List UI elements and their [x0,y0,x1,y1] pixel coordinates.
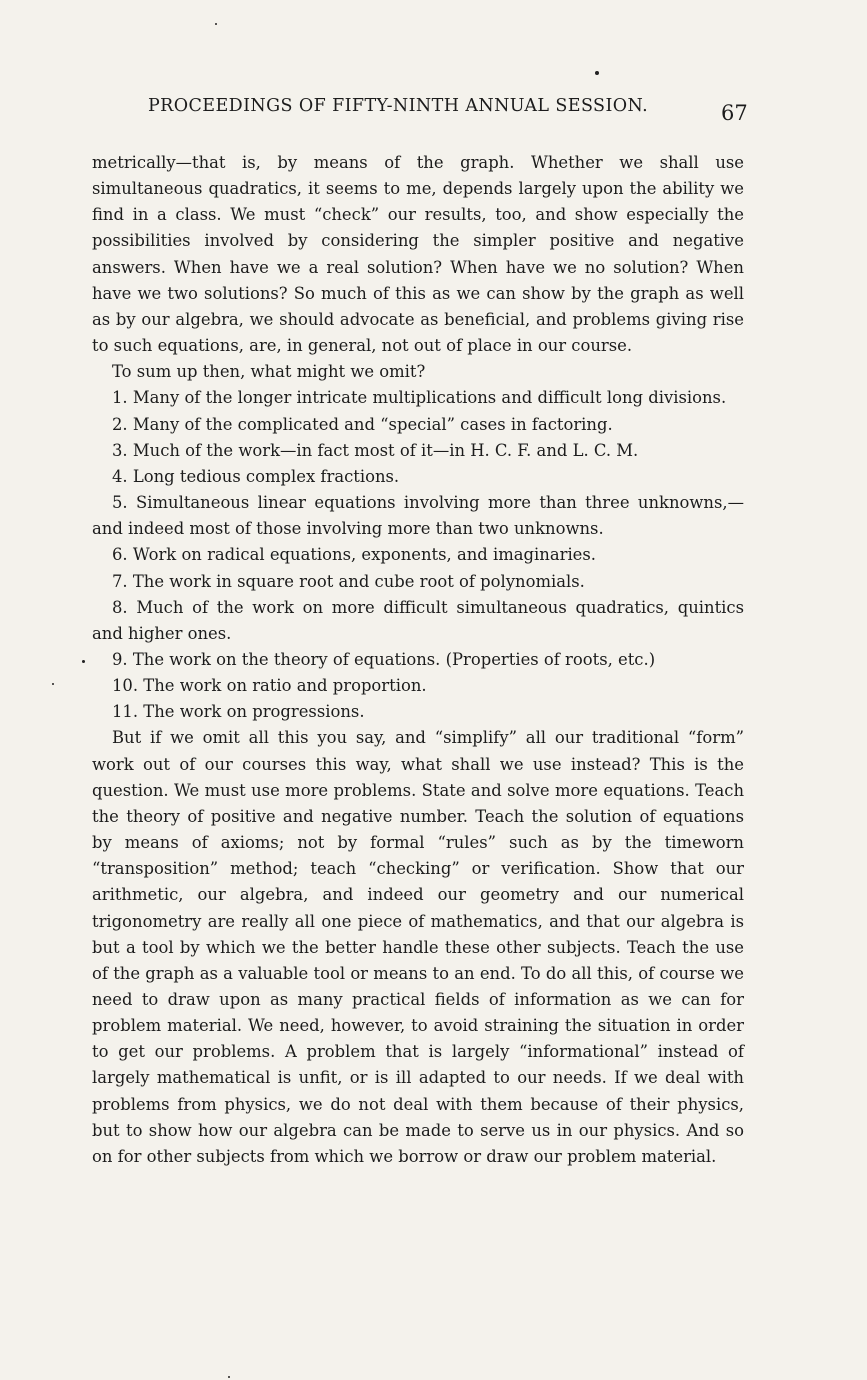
scan-speck [215,23,217,25]
running-header: PROCEEDINGS OF FIFTY-NINTH ANNUAL SESSION. [148,96,649,116]
item-text: The work on ratio and proportion. [143,676,427,696]
item-number: 10. [112,676,139,696]
paragraph: metrically—that is, by means of the graph. Whether we shall use simultaneous quadratics, it seems to me, depends largely upon the ability we find in a class. We must “check” our results, too, and show especially the possibilities involved by considering the simpler positive and negative answers. When have we a real solution? When have we no solution? When have we two solutions? So much of this as we can show by the graph as well as by our algebra, we should advocate as beneficial, and problems giving rise to such equations, are, in general, not out of place in our course. [92,153,744,356]
scan-speck [82,660,85,663]
item-number: 9. [112,649,128,669]
summary-intro: To sum up then, what might we omit? [112,362,426,382]
item-number: 7. [112,571,128,591]
item-text: Work on radical equations, exponents, and imaginaries. [132,545,597,565]
item-number: 4. [112,466,128,486]
item-text: Much of the work on more difficult simultaneous quadratics, quintics and higher ones. [92,597,744,643]
item-text: Simultaneous linear equations involving more than three unknowns,—and indeed most of those involving more than two unknowns. [92,493,744,539]
item-number: 6. [112,545,128,565]
list-item [92,595,744,647]
item-text: The work on progressions. [143,702,365,722]
item-number: 1. [112,388,128,408]
list-item [92,438,744,464]
paragraph: But if we omit all this you say, and “simplify” all our traditional “form” work out of our courses this way, what shall we use instead? This is the question. We must use more problems. State and solve more equations. Teach the theory of positive and negative number. Teach the solution of equations by means of axioms; not by formal “rules” such as by the timeworn “transposition” method; teach “checking” or verification. Show that our arithmetic, our algebra, and indeed our geometry and our numerical trigonometry are really all one piece of mathematics, and that our algebra is but a tool by which we the better handle these other subjects. Teach the use of the graph as a valuable tool or means to an end. To do all this, of course we need to draw upon as many practical fields of information as we can for problem material. We need, however, to avoid straining the situation in order to get our problems. A problem that is largely “informational” instead of largely mathematical is unfit, or is ill adapted to our needs. If we deal with problems from physics, we do not deal with them because of their physics, but to show how our algebra can be made to serve us in our physics. And so on for other subjects from which we borrow or draw our problem material. [92,728,744,1166]
list-item [92,490,744,542]
scan-speck [228,1376,230,1378]
body-text [92,150,744,1170]
item-number: 2. [112,414,128,434]
item-text: Many of the complicated and “special” cases in factoring. [132,414,613,434]
item-text: The work on the theory of equations. (Properties of roots, etc.) [132,649,656,669]
item-text: Much of the work—in fact most of it—in H. C. F. and L. C. M. [132,440,639,460]
page-number: 67 [721,101,748,125]
item-number: 3. [112,440,128,460]
list-item [92,673,744,699]
scan-speck [595,71,599,75]
list-item [92,464,744,490]
list-item [92,569,744,595]
list-item [92,647,744,673]
list-item [92,385,744,411]
scan-speck [52,683,54,685]
list-item [92,542,744,568]
item-text: Many of the longer intricate multiplications and difficult long divisions. [132,388,727,408]
list-item [92,412,744,438]
item-number: 8. [112,597,128,617]
item-number: 5. [112,493,128,513]
item-text: Long tedious complex fractions. [132,466,400,486]
item-number: 11. [112,702,139,722]
item-text: The work in square root and cube root of polynomials. [132,571,585,591]
list-item [92,699,744,725]
